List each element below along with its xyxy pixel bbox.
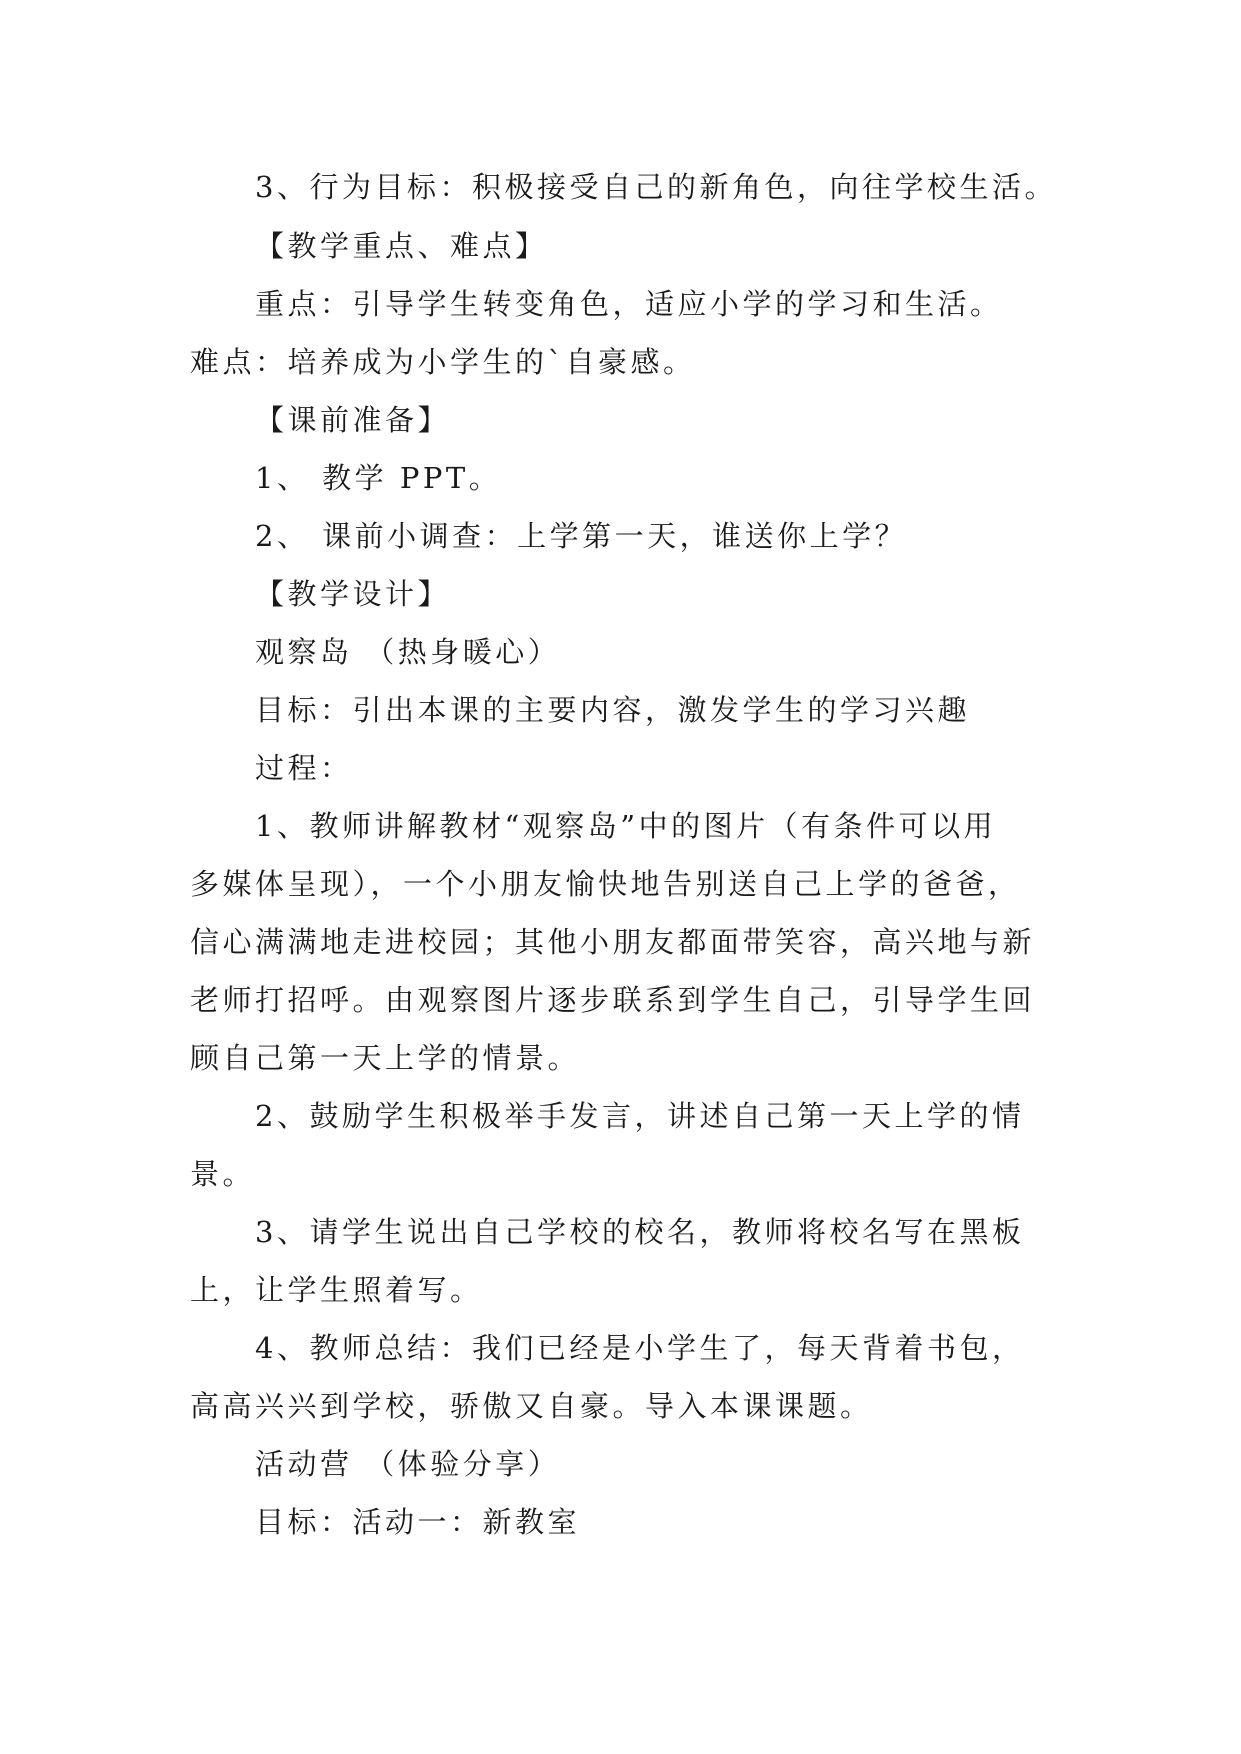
process-step-1-line-1: 1、教师讲解教材“观察岛”中的图片（有条件可以用	[255, 809, 997, 843]
process-step-1-line-3: 信心满满地走进校园；其他小朋友都面带笑容，高兴地与新	[190, 925, 1036, 959]
section-heading-preparation: 【课前准备】	[255, 403, 451, 437]
preparation-item-1: 1、 教学 PPT。	[255, 461, 502, 495]
process-step-4-line-2: 高高兴兴到学校，骄傲又自豪。导入本课课题。	[190, 1389, 873, 1423]
behavior-goal-line: 3、行为目标：积极接受自己的新角色，向往学校生活。	[255, 170, 1057, 204]
process-step-4-line-1: 4、教师总结：我们已经是小学生了，每天背着书包，	[255, 1331, 1025, 1365]
process-step-2-line-2: 景。	[190, 1157, 256, 1191]
key-point-line: 重点：引导学生转变角色，适应小学的学习和生活。	[255, 287, 1003, 321]
preparation-item-2: 2、 课前小调查：上学第一天，谁送你上学？	[255, 519, 908, 553]
process-step-1-line-2: 多媒体呈现），一个小朋友愉快地告别送自己上学的爸爸，	[190, 867, 1021, 901]
activity-goal-line: 目标：活动一：新教室	[255, 1505, 581, 1539]
activity-camp-heading: 活动营 （体验分享）	[255, 1447, 561, 1481]
process-step-1-line-5: 顾自己第一天上学的情景。	[190, 1041, 581, 1075]
section-heading-key-points: 【教学重点、难点】	[255, 229, 548, 263]
process-label: 过程：	[255, 751, 353, 785]
observation-goal-line: 目标：引出本课的主要内容，激发学生的学习兴趣	[255, 693, 971, 727]
observation-island-heading: 观察岛 （热身暖心）	[255, 635, 561, 669]
process-step-1-line-4: 老师打招呼。由观察图片逐步联系到学生自己，引导学生回	[190, 983, 1036, 1017]
process-step-2-line-1: 2、鼓励学生积极举手发言，讲述自己第一天上学的情	[255, 1099, 1025, 1133]
difficulty-line: 难点：培养成为小学生的`自豪感。	[190, 345, 696, 379]
process-step-3-line-1: 3、请学生说出自己学校的校名，教师将校名写在黑板	[255, 1215, 1025, 1249]
section-heading-design: 【教学设计】	[255, 577, 451, 611]
process-step-3-line-2: 上，让学生照着写。	[190, 1273, 483, 1307]
